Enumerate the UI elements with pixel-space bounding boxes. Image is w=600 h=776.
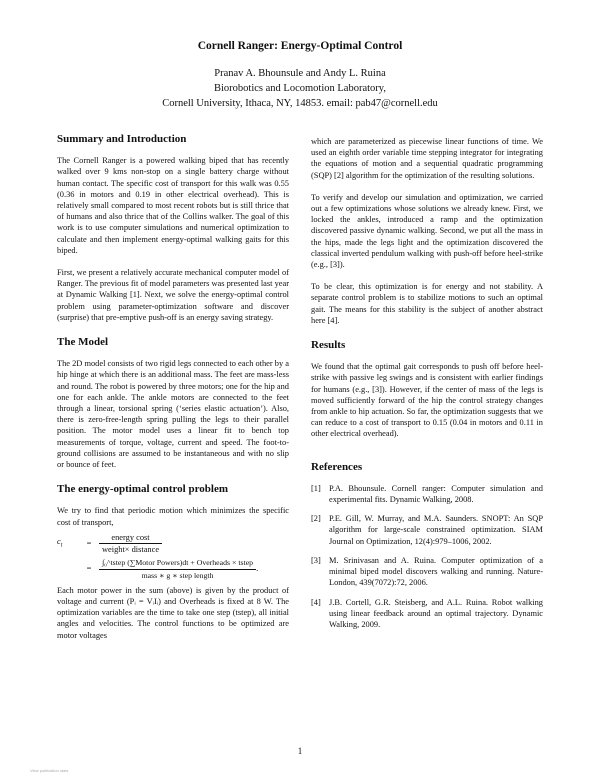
section-heading-model: The Model	[57, 336, 109, 349]
section-heading-references: References	[311, 460, 363, 473]
equation-denominator-1: weight× distance	[102, 545, 160, 555]
page-number: 1	[297, 746, 303, 756]
cost-equation	[57, 532, 289, 581]
footer-link[interactable]: View publication stats	[30, 768, 69, 773]
reference-text: M. Srinivasan and A. Ruina. Computer optimization of a minimal biped model discovers walking and running. Nature-London, 439(7072):72, 2006.	[329, 555, 543, 588]
paper-title: Cornell Ranger: Energy-Optimal Control	[197, 40, 403, 52]
reference-number: [1]	[311, 483, 321, 493]
right-paragraph-3: To be clear, this optimization is for energy and not stability. A separate control problem is to stabilize motions to such an optimal gait. The means for this stability is the subject of another abstract here [4].	[311, 282, 543, 325]
reference-number: [2]	[311, 514, 321, 524]
equation-numerator-1: energy cost	[99, 532, 162, 544]
reference-item	[311, 483, 543, 505]
right-paragraph-2: To verify and develop our simulation and optimization, we carried out a few optimizations whose solutions we already knew. First, we locked the ankles, introduced a ramp and the optimization discovered passive dynamic walking. Second, we put all the mass in the hips, made the legs light and the optimization discovered the classical inverted pendulum walking with push-off before heel-strike (e.g., [3]).	[311, 192, 543, 270]
right-paragraph-1: which are parameterized as piecewise linear functions of time. We used an eighth order variable time stepping integrator for integrating the equations of motion and a sequential quadratic programming (SQP) [2] algorithm for the optimization of the resulting solutions.	[311, 137, 543, 180]
model-paragraph: The 2D model consists of two rigid legs connected to each other by a hip hinge at which there is an additional mass. The feet are mass-less and round. The robot is powered by three motors; one for the hip and one for each ankle. The ankle motors are connected to the feet through a linear, torsional spring (‘series elastic actuation’). Also, there is zero-free-length spring pulling the legs to their parallel position. The motor model uses a linear fit to bench top measurements of torque, voltage, current and speed. The foot-to-ground collisions are assumed to be instantaneous and with no slip or bounce of feet.	[57, 359, 289, 470]
control-paragraph-1: We try to find that periodic motion which minimizes the specific cost of transport,	[57, 506, 289, 527]
author-address: Cornell University, Ithaca, NY, 14853. email: pab47@cornell.edu	[162, 98, 438, 109]
control-paragraph-2: Each motor power in the sum (above) is given by the product of voltage and current (Pᵢ = VᵢIᵢ) and Overheads is fixed at 8 W. The optimization variables are the time to take one step (tstep), all initial angles and velocities. The control functions to be optimized are motor voltages	[57, 585, 289, 640]
left-column	[57, 134, 289, 641]
equation-fraction-1	[99, 532, 162, 555]
reference-number: [4]	[311, 597, 321, 607]
section-heading-control: The energy-optimal control problem	[57, 483, 228, 496]
section-heading-results: Results	[311, 339, 346, 352]
equation-equals: =	[86, 538, 92, 548]
summary-paragraph-2: First, we present a relatively accurate mechanical computer model of Ranger. The previous fit of model parameters was presented last year at Dynamic Walking [1]. Next, we solve the energy-optimal control problem using parameter-optimization software and discover (surprise) that pre-emptive push-off is an energy saving strategy.	[57, 268, 289, 322]
equation-equals-2: =	[86, 564, 92, 574]
equation-denominator-2: mass ∗ g ∗ step length	[141, 570, 214, 580]
author-affiliation: Biorobotics and Locomotion Laboratory,	[214, 83, 386, 94]
reference-text: P.A. Bhounsule. Cornell ranger: Computer simulation and experimental fits. Dynamic Walking, 2008.	[329, 483, 543, 505]
reference-item	[311, 597, 543, 631]
equation-fraction-2	[99, 557, 259, 580]
right-column	[311, 136, 543, 638]
reference-list	[311, 483, 543, 630]
equation-numerator-2: ∫₀^tstep (∑Motor Powers)dt + Overheads × tstep	[99, 557, 256, 569]
equation-period: .	[256, 564, 259, 574]
reference-item	[311, 555, 543, 589]
equation-lhs: $c_t$	[57, 536, 63, 549]
results-paragraph: We found that the optimal gait corresponds to push off before heel-strike with passive leg swings and is consistent with earlier findings for humans (e.g., [3]). However, if the center of mass of the legs is moved sufficiently forward of the hip the control strategy changes from ankle to hip actuation. So far, the optimization suggests that we can reduce to a cost of transport to 0.15 (0.04 in motors and 0.11 in other electrical overhead).	[311, 362, 543, 439]
author-names: Pranav A. Bhounsule and Andy L. Ruina	[214, 68, 386, 79]
reference-text: J.B. Cortell, G.R. Steisberg, and A.L. Ruina. Robot walking using linear feedback around an optimal trajectory. Dynamic Walking, 2009.	[329, 597, 543, 629]
section-heading-summary: Summary and Introduction	[57, 133, 187, 145]
reference-text: P.E. Gill, W. Murray, and M.A. Saunders. SNOPT: An SQP algorithm for large-scale constrained optimization. SIAM Journal on Optimization, 12(4):979–1006, 2002.	[329, 514, 543, 546]
summary-paragraph-1: The Cornell Ranger is a powered walking biped that has recently walked over 9 kms non-stop on a single battery charge without human contact. The specific cost of transport for this walk was 0.55 (0.36 in motors and 0.19 in other electrical overhead). This is relatively small compared to most recent robots but is still thrice that of humans and also thrice that of the Collins walker. The goal of this work is to use computer simulations and numerical optimization to calculate and then implement energy-optimal walking gaits for this biped.	[57, 156, 289, 255]
reference-item	[311, 513, 543, 547]
reference-number: [3]	[311, 555, 321, 565]
